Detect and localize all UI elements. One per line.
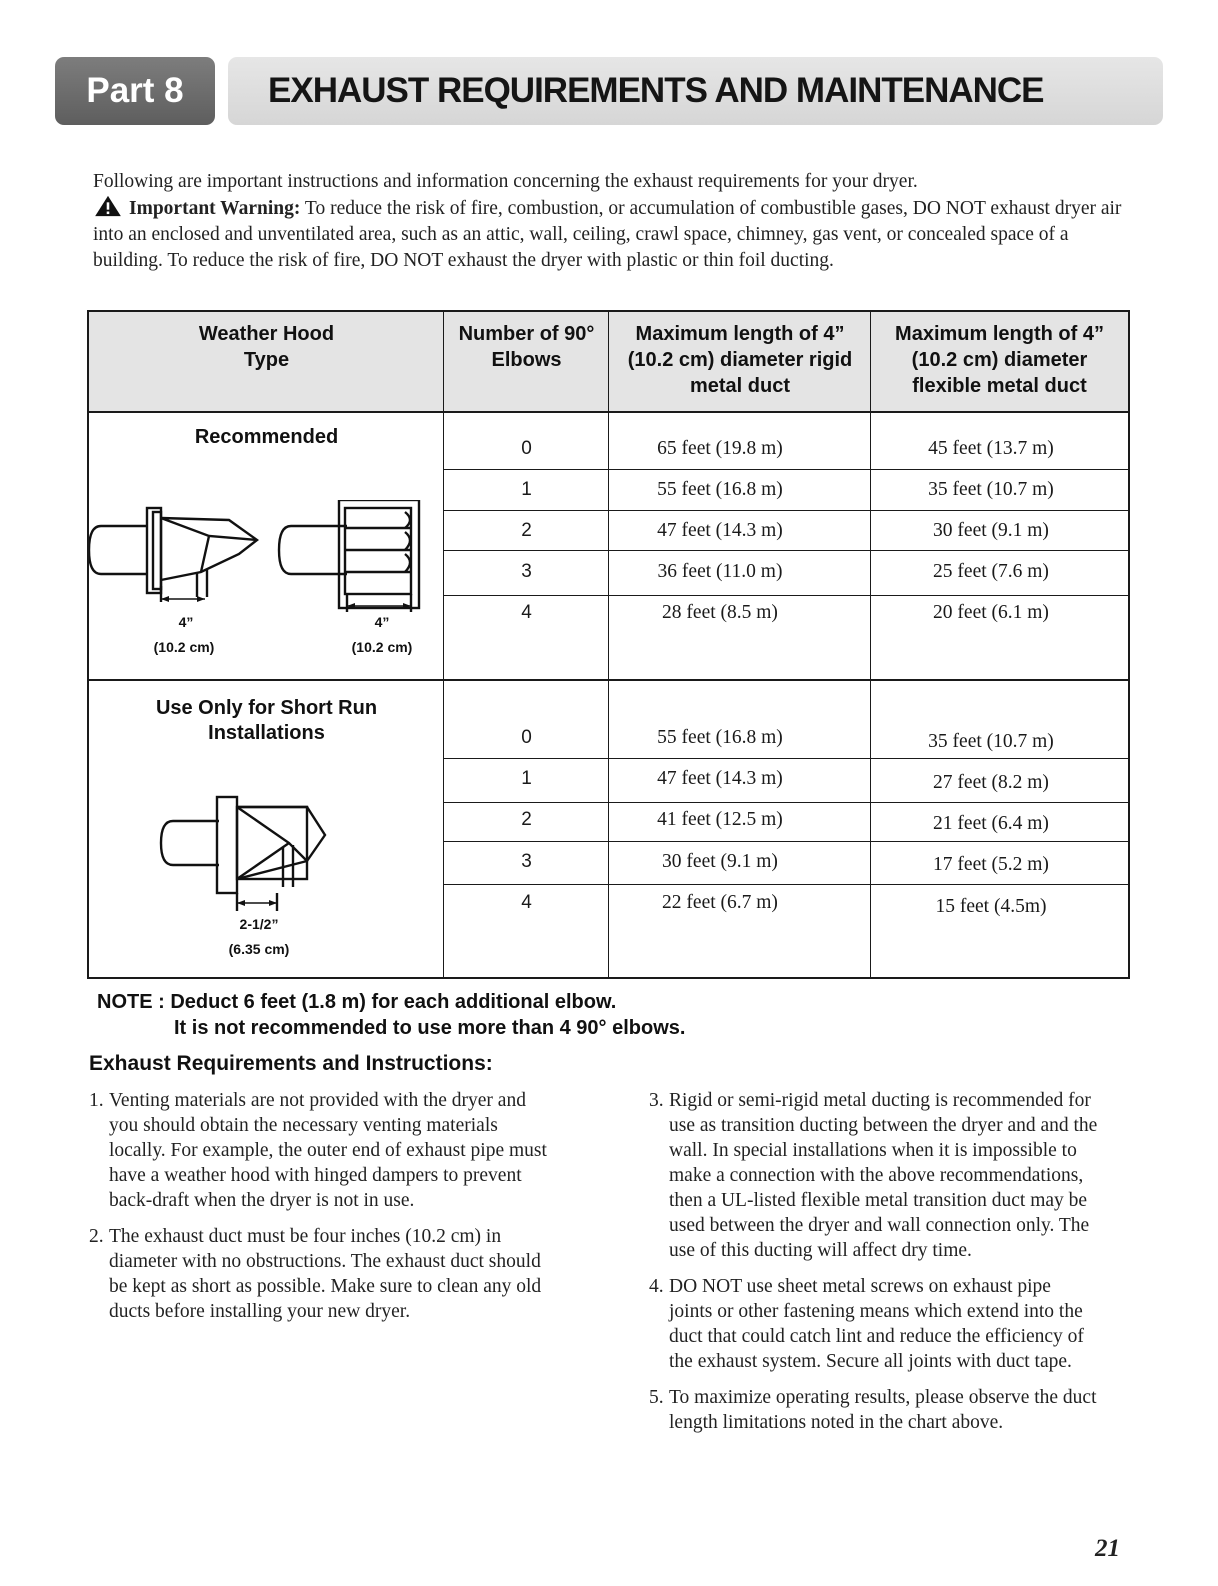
instruction-text: Rigid or semi-rigid metal ducting is recommended for use as transition ducting between the dryer and and the wall. In special installations when it is impossible to make a connection with the above recommendations, then a UL-listed flexible metal transition duct may be used between the dryer and wall connection only. The use of this ducting will affect dry time.	[669, 1090, 1098, 1261]
flex-length-cell: 15 feet (4.5m)	[935, 896, 1047, 917]
elbows-cell: 2	[521, 809, 532, 830]
flex-length-cell: 35 feet (10.7 m)	[928, 731, 1054, 752]
rigid-length-cell: 36 feet (11.0 m)	[657, 561, 783, 582]
rigid-length-cell: 47 feet (14.3 m)	[657, 768, 783, 789]
instruction-number: 3.	[649, 1090, 664, 1111]
instruction-item	[89, 1224, 551, 1324]
dim-left-inches: 4”	[178, 614, 194, 630]
flex-length-cell: 20 feet (6.1 m)	[933, 602, 1049, 623]
header-hood-type-line1: Weather Hood	[198, 323, 335, 345]
flex-length-cell: 21 feet (6.4 m)	[933, 813, 1049, 834]
instruction-number: 5.	[649, 1387, 664, 1408]
rigid-length-cell: 55 feet (16.8 m)	[657, 479, 783, 500]
short-run-title	[89, 696, 444, 746]
rigid-length-cell: 30 feet (9.1 m)	[662, 851, 778, 872]
instruction-number: 1.	[89, 1090, 104, 1111]
duct-length-table	[87, 310, 1130, 979]
short-run-hood-illustration	[159, 795, 339, 915]
header-flex-line1: Maximum length of 4”	[895, 323, 1104, 345]
warning-icon	[93, 195, 123, 217]
header-rigid-line3: metal duct	[689, 375, 791, 397]
rigid-length-cell: 47 feet (14.3 m)	[657, 520, 783, 541]
row-divider	[443, 510, 1128, 511]
instruction-number: 4.	[649, 1276, 664, 1297]
warning-text: To reduce the risk of fire, combustion, or accumulation of combustible gases, DO NOT exhaust dryer air into an enclosed and unventilated area, such as an attic, wall, ceiling, crawl space, chimney, gas vent, or concealed space of a building. To reduce the risk of fire, DO NOT exhaust the dryer with plastic or thin foil ducting.	[93, 198, 1122, 271]
elbows-cell: 1	[521, 768, 532, 789]
header-hood-type-line2: Type	[243, 349, 290, 371]
page-title: EXHAUST REQUIREMENTS AND MAINTENANCE	[228, 57, 1163, 125]
flex-length-cell: 27 feet (8.2 m)	[933, 772, 1049, 793]
instruction-item	[649, 1088, 1099, 1263]
row-divider	[443, 595, 1128, 596]
header-flexible-duct	[871, 312, 1128, 411]
flex-length-cell: 17 feet (5.2 m)	[933, 854, 1049, 875]
flex-length-cell: 35 feet (10.7 m)	[928, 479, 1054, 500]
rigid-length-cell: 65 feet (19.8 m)	[657, 438, 783, 459]
section-divider	[89, 679, 1128, 681]
header-elbows-line2: Elbows	[491, 349, 562, 371]
flex-length-cell: 25 feet (7.6 m)	[933, 561, 1049, 582]
instruction-item	[89, 1088, 551, 1213]
recommended-title: Recommended	[194, 426, 339, 448]
page-number: 21	[1095, 1535, 1120, 1562]
elbows-cell: 4	[521, 892, 532, 913]
header-flex-line3: flexible metal duct	[912, 375, 1087, 397]
elbows-cell: 0	[521, 727, 532, 748]
note-line1: NOTE : Deduct 6 feet (1.8 m) for each additional elbow.	[97, 991, 617, 1013]
row-divider	[443, 550, 1128, 551]
column-divider	[443, 312, 444, 977]
elbows-cell: 0	[521, 438, 532, 459]
dim-right-inches: 4”	[374, 614, 390, 630]
header-rigid-line1: Maximum length of 4”	[635, 323, 845, 345]
warning-paragraph	[93, 195, 1133, 274]
instructions-column-right	[649, 1088, 1099, 1446]
warning-label: Important Warning:	[129, 198, 301, 219]
louvered-hood-illustration	[89, 500, 444, 624]
dim-right-cm: (10.2 cm)	[351, 639, 413, 655]
dim-short-run-inches: 2-1/2”	[239, 916, 279, 932]
elbows-cell: 2	[521, 520, 532, 541]
instruction-item	[649, 1274, 1099, 1374]
elbows-cell: 3	[521, 851, 532, 872]
flex-length-cell: 45 feet (13.7 m)	[928, 438, 1054, 459]
elbow-note	[97, 989, 685, 1041]
dim-short-run-cm: (6.35 cm)	[228, 941, 290, 957]
part-label: Part 8	[55, 57, 215, 125]
short-run-title-line2: Installations	[208, 722, 325, 744]
header-rigid-duct	[609, 312, 871, 411]
rigid-length-cell: 55 feet (16.8 m)	[657, 727, 783, 748]
instruction-text: Venting materials are not provided with the dryer and you should obtain the necessary venting materials locally. For example, the outer end of exhaust pipe must have a weather hood with hinged dampers to prevent back-draft when the dryer is not in use.	[109, 1090, 547, 1211]
instructions-column-left	[89, 1088, 551, 1335]
dim-left-cm: (10.2 cm)	[153, 639, 215, 655]
instruction-text: The exhaust duct must be four inches (10.2 cm) in diameter with no obstructions. The exhaust duct should be kept as short as possible. Make sure to clean any old ducts before installing your new dryer.	[109, 1226, 542, 1322]
header-elbows	[444, 312, 609, 411]
elbows-cell: 4	[521, 602, 532, 623]
rigid-length-cell: 22 feet (6.7 m)	[662, 892, 778, 913]
instruction-item	[649, 1385, 1099, 1435]
intro-text	[93, 169, 1133, 274]
header-flex-line2: (10.2 cm) diameter	[911, 349, 1088, 371]
row-divider	[443, 884, 1128, 885]
header-hood-type	[89, 312, 444, 411]
flex-length-cell: 30 feet (9.1 m)	[933, 520, 1049, 541]
instructions-title: Exhaust Requirements and Instructions:	[89, 1052, 493, 1075]
short-run-title-line1: Use Only for Short Run	[155, 697, 378, 719]
rigid-length-cell: 28 feet (8.5 m)	[662, 602, 778, 623]
instruction-text: DO NOT use sheet metal screws on exhaust pipe joints or other fastening means which extend into the duct that could catch lint and reduce the efficiency of the exhaust system. Secure all joints with duct tape.	[669, 1276, 1084, 1372]
rigid-length-cell: 41 feet (12.5 m)	[657, 809, 783, 830]
row-divider	[443, 469, 1128, 470]
header-elbows-line1: Number of 90°	[458, 323, 595, 345]
instruction-text: To maximize operating results, please observe the duct length limitations noted in the chart above.	[669, 1387, 1097, 1433]
row-divider	[443, 841, 1128, 842]
intro-line: Following are important instructions and information concerning the exhaust requirements for your dryer.	[93, 171, 918, 192]
elbows-cell: 3	[521, 561, 532, 582]
row-divider	[443, 758, 1128, 759]
note-line2: It is not recommended to use more than 4 90° elbows.	[174, 1017, 686, 1039]
instruction-number: 2.	[89, 1226, 104, 1247]
elbows-cell: 1	[521, 479, 532, 500]
header-rigid-line2: (10.2 cm) diameter rigid	[627, 349, 853, 371]
row-divider	[443, 802, 1128, 803]
column-divider	[608, 312, 609, 977]
